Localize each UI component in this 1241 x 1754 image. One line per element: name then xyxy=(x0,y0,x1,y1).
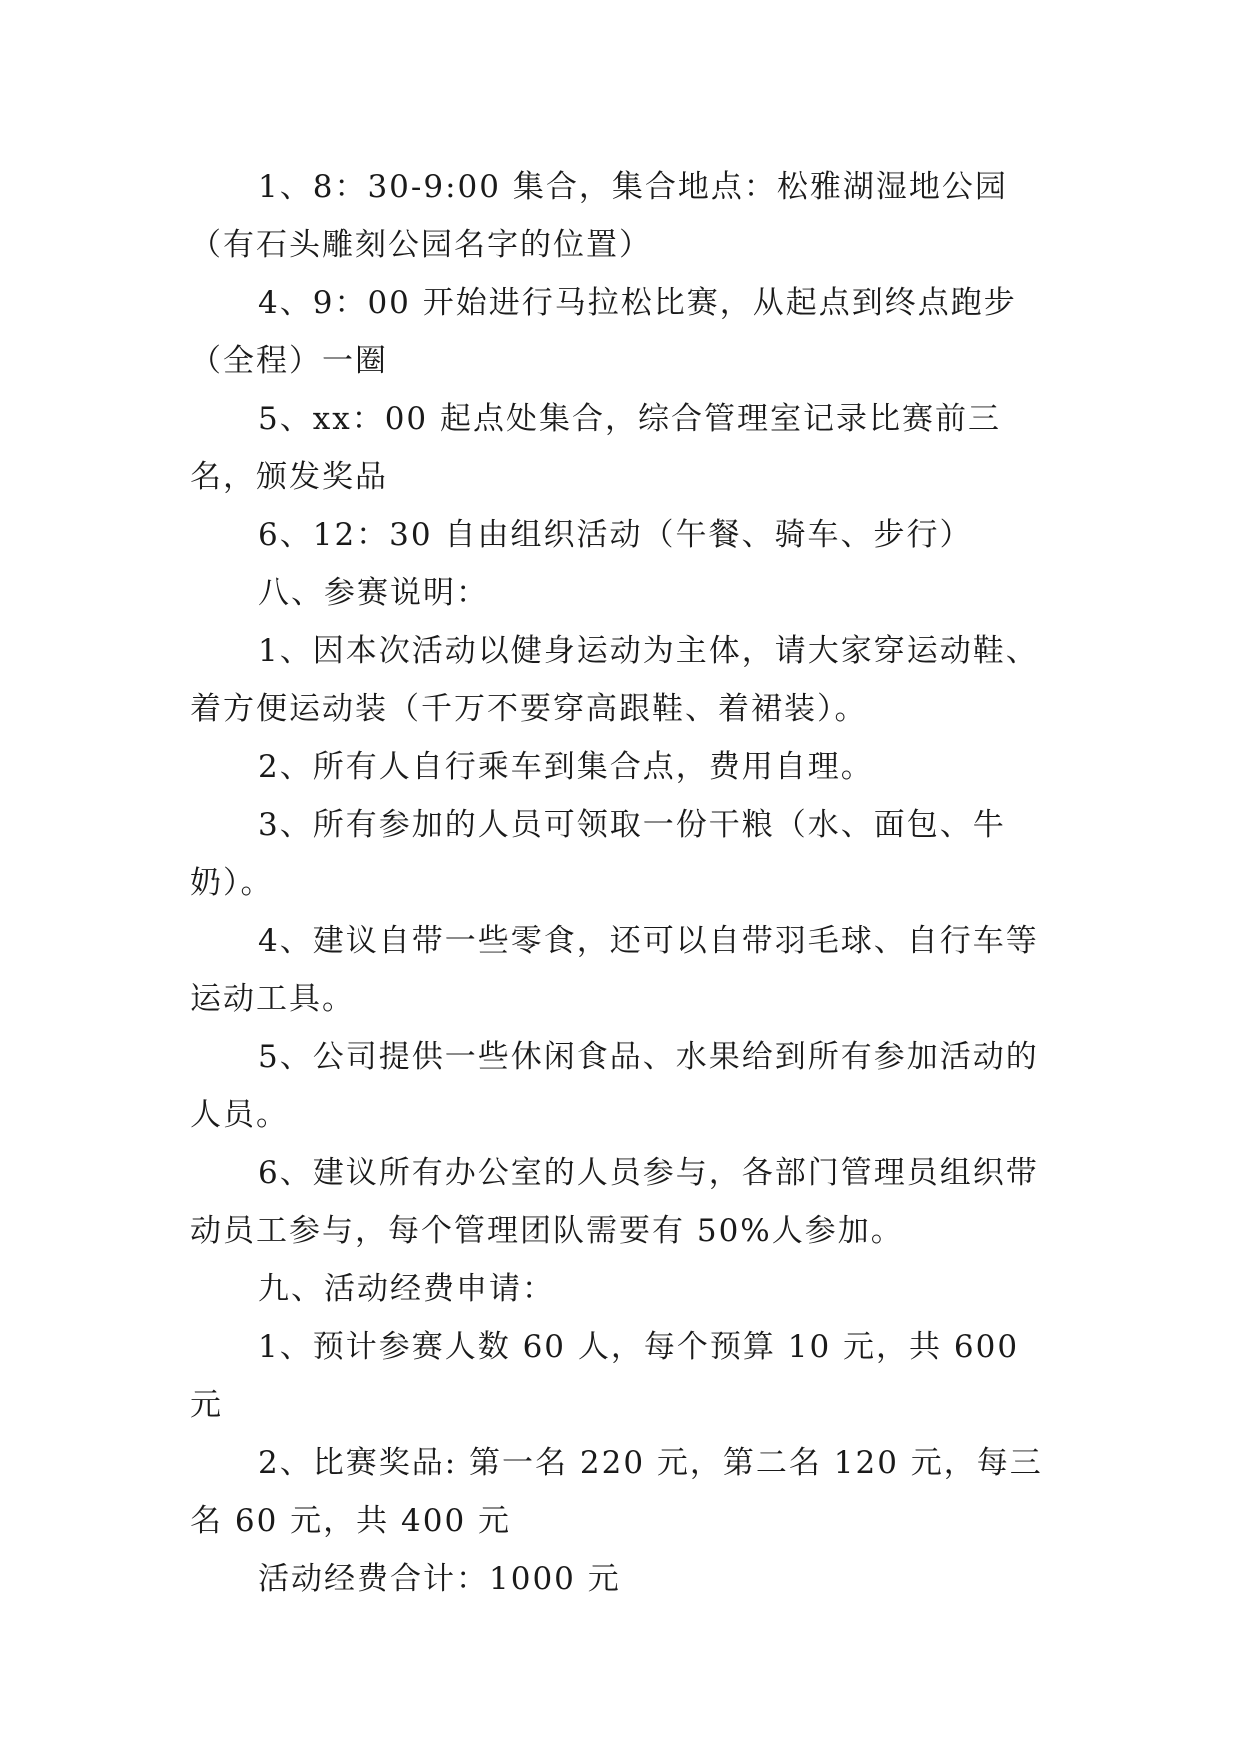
schedule-item-awards: 5、xx：00 起点处集合，综合管理室记录比赛前三名，颁发奖品 xyxy=(190,401,1001,495)
participation-note-4: 4、建议自带一些零食，还可以自带羽毛球、自行车等运动工具。 xyxy=(190,923,1039,1017)
participation-note-6: 6、建议所有办公室的人员参与，各部门管理员组织带动员工参与，每个管理团队需要有 50%人参加。 xyxy=(190,1155,1039,1249)
budget-item-2: 2、比赛奖品: 第一名 220 元，第二名 120 元，每三名 60 元，共 400 元 xyxy=(190,1445,1043,1539)
participation-note-2: 2、所有人自行乘车到集合点，费用自理。 xyxy=(258,749,874,785)
participation-note-1: 1、因本次活动以健身运动为主体，请大家穿运动鞋、着方便运动装（千万不要穿高跟鞋、着裙装）。 xyxy=(190,633,1039,727)
budget-item-1: 1、预计参赛人数 60 人，每个预算 10 元，共 600 元 xyxy=(190,1329,1020,1423)
budget-total: 活动经费合计：1000 元 xyxy=(258,1561,621,1597)
document-body xyxy=(190,158,1050,1608)
section-heading-participation: 八、参赛说明： xyxy=(258,575,489,611)
participation-note-3: 3、所有参加的人员可领取一份干粮（水、面包、牛奶）。 xyxy=(190,807,1006,901)
schedule-item-assembly: 1、8：30-9:00 集合，集合地点：松雅湖湿地公园（有石头雕刻公园名字的位置） xyxy=(190,169,1008,263)
section-heading-budget: 九、活动经费申请： xyxy=(258,1271,555,1307)
schedule-item-free-activity: 6、12：30 自由组织活动（午餐、骑车、步行） xyxy=(258,517,973,553)
schedule-item-marathon: 4、9：00 开始进行马拉松比赛，从起点到终点跑步（全程）一圈 xyxy=(190,285,1017,379)
participation-note-5: 5、公司提供一些休闲食品、水果给到所有参加活动的人员。 xyxy=(190,1039,1039,1133)
